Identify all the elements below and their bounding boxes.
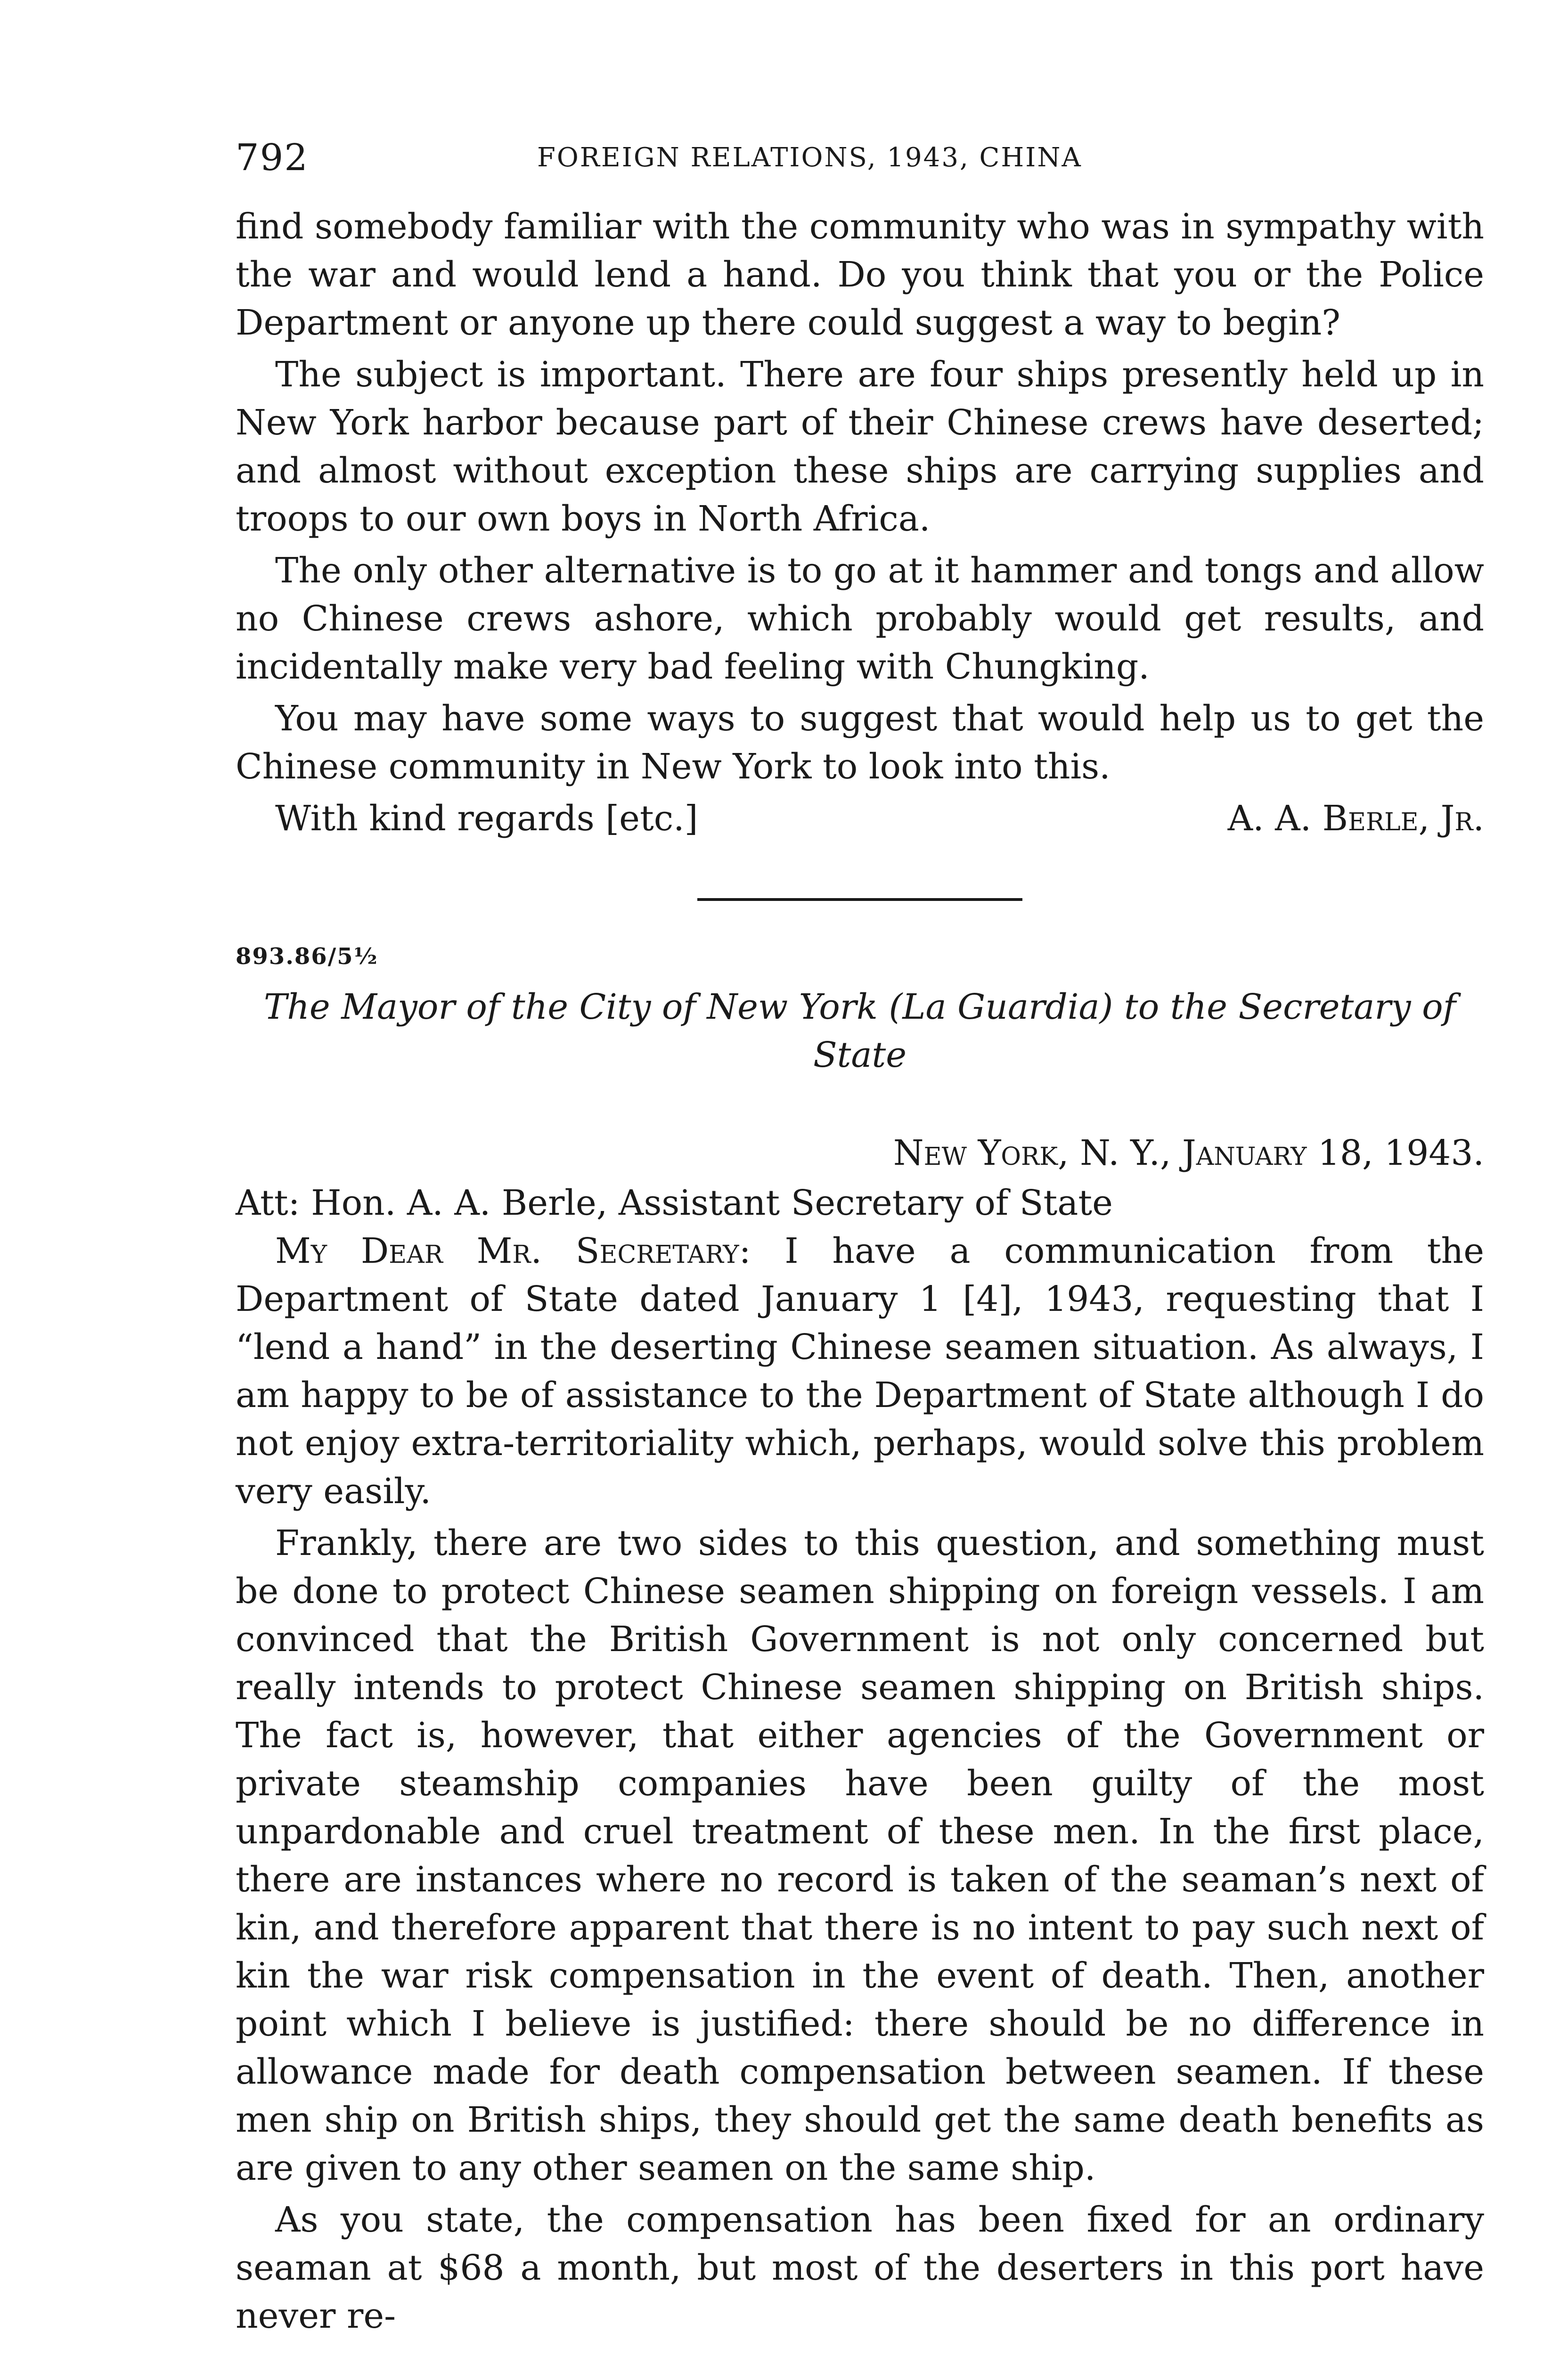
signature: A. A. Berle, Jr. bbox=[1227, 798, 1484, 839]
salutation: My Dear Mr. Secretary: bbox=[275, 1231, 751, 1271]
running-head bbox=[236, 137, 1484, 188]
running-head-title: FOREIGN RELATIONS, 1943, CHINA bbox=[537, 142, 1082, 173]
closing-phrase: With kind regards [etc.] bbox=[275, 798, 698, 839]
previous-letter-paragraph-1: find somebody familiar with the community who was in sympathy with the war and would lend a hand. Do you think that you or the Police Department or anyone up there could suggest a way to begin? bbox=[236, 206, 1484, 343]
previous-letter-paragraph-3: The only other alternative is to go at it hammer and tongs and allow no Chinese crews ashore, which probably would get results, and incidentally make very bad feeling with Chungking. bbox=[236, 550, 1484, 687]
document-page bbox=[236, 137, 1484, 2340]
document-title: The Mayor of the City of New York (La Guardia) to the Secretary of State bbox=[263, 987, 1456, 1075]
attention-line: Att: Hon. A. A. Berle, Assistant Secretary of State bbox=[236, 1183, 1113, 1223]
closing-line bbox=[236, 794, 1484, 843]
previous-letter-paragraph-2: The subject is important. There are four ships presently held up in New York harbor because part of their Chinese crews have deserted; and almost without exception these ships are carrying supplies and troops to our own boys in North Africa. bbox=[236, 354, 1484, 539]
letter-paragraph-2: Frankly, there are two sides to this question, and something must be done to protect Chinese seamen shipping on foreign vessels. I am convinced that the British Government is not only concerned but really intends to protect Chinese seamen shipping on British ships. The fact is, however, that either agencies of the Government or private steamship companies have been guilty of the most unpardonable and cruel treatment of these men. In the first place, there are instances where no record is taken of the seaman’s next of kin, and therefore apparent that there is no intent to pay such next of kin the war risk compensation in the event of death. Then, another point which I believe is justified: there should be no difference in allowance made for death compensation between seamen. If these men ship on British ships, they should get the same death benefits as are given to any other seamen on the same ship. bbox=[236, 1523, 1484, 2188]
dateline: New York, N. Y., January 18, 1943. bbox=[893, 1133, 1484, 1173]
letter-paragraph-3: As you state, the compensation has been fixed for an ordinary seaman at $68 a month, but most of the deserters in this port have never re- bbox=[236, 2200, 1484, 2336]
letter-paragraph-1-text: I have a communication from the Department of State dated January 1 [4], 1943, requesting that I “lend a hand” in the deserting Chinese seamen situation. As always, I am happy to be of assistance to the Department of State although I do not enjoy extra-territoriality which, perhaps, would solve this problem very easily. bbox=[236, 1231, 1484, 1512]
letter-paragraph-1 bbox=[236, 1227, 1484, 1515]
section-divider bbox=[697, 898, 1022, 901]
file-number: 893.86/5½ bbox=[236, 943, 378, 970]
previous-letter-paragraph-4: You may have some ways to suggest that would help us to get the Chinese community in New York to look into this. bbox=[236, 698, 1484, 787]
page-number: 792 bbox=[236, 137, 309, 179]
